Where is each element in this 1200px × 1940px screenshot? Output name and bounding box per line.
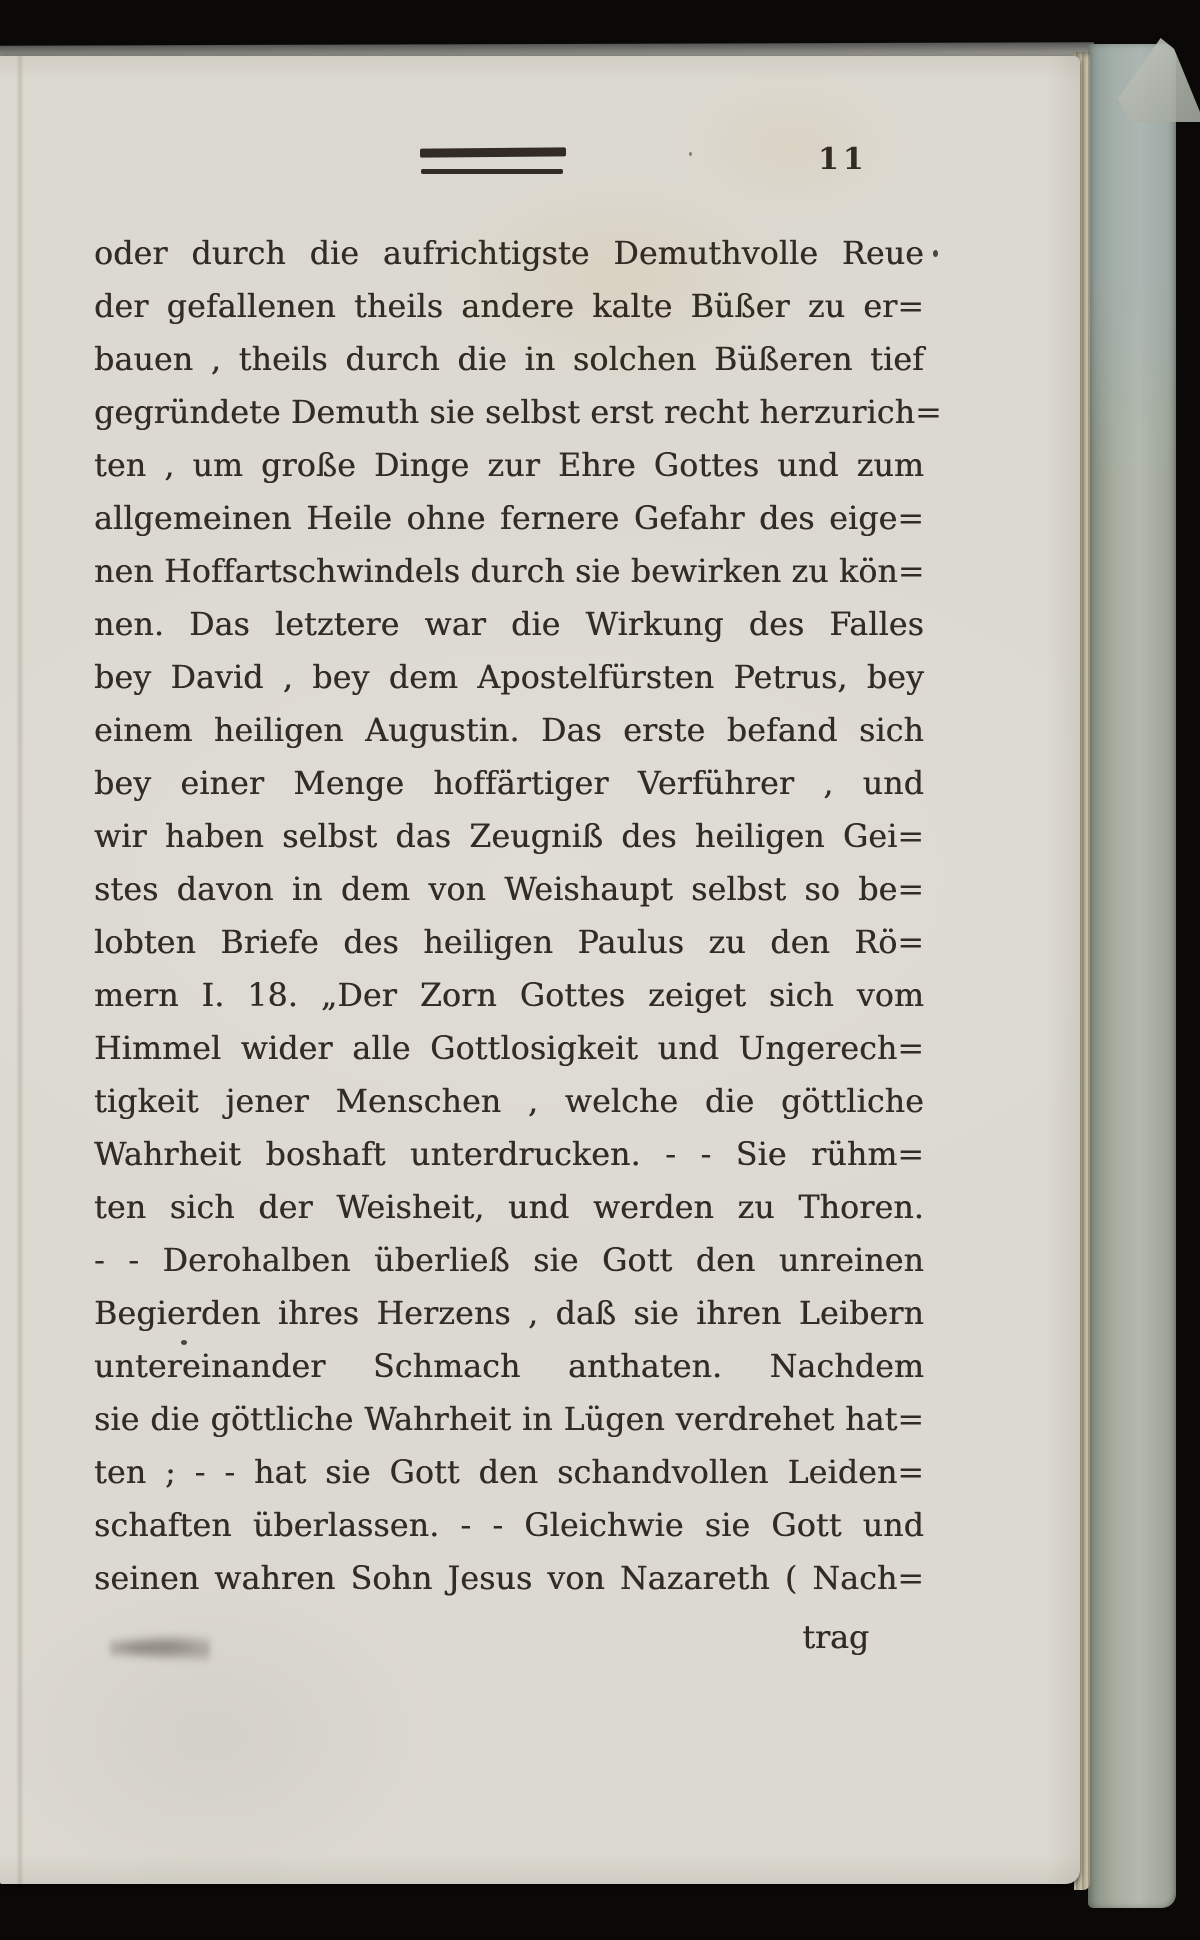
text-line: bauen , theils durch die in solchen Büßeren tief [94, 342, 924, 378]
text-line: lobten Briefe des heiligen Paulus zu den Rö= [94, 925, 924, 961]
header-rule-bottom [421, 169, 563, 174]
text-line: allgemeinen Heile ohne fernere Gefahr des eige= [94, 501, 924, 537]
text-line: - - Derohalben überließ sie Gott den unreinen [94, 1243, 924, 1279]
text-line: sie die göttliche Wahrheit in Lügen verdrehet hat= [94, 1402, 924, 1438]
ink-speck [181, 1340, 187, 1345]
text-line: untereinander Schmach anthaten. Nachdem [94, 1349, 924, 1385]
text-line: schaften überlassen. - - Gleichwie sie Gott und [94, 1508, 924, 1544]
text-line: oder durch die aufrichtigste Demuthvolle Reue [94, 236, 924, 272]
text-line: ten ; - - hat sie Gott den schandvollen Leiden= [94, 1455, 924, 1491]
text-line: Himmel wider alle Gottlosigkeit und Ungerech= [94, 1031, 924, 1067]
body-text [94, 228, 942, 1606]
catchword-row [94, 1606, 924, 1665]
text-line: nen Hoffartschwindels durch sie bewirken zu kön= [94, 554, 925, 590]
header-rule-top [420, 147, 566, 157]
text-line: ten , um große Dinge zur Ehre Gottes und zum [94, 448, 924, 484]
book-cover-edge [1088, 44, 1176, 1908]
text-line: seinen wahren Sohn Jesus von Nazareth ( Nach= [94, 1561, 924, 1597]
text-line: der gefallenen theils andere kalte Büßer zu er= [94, 289, 924, 325]
catchword: trag [802, 1620, 869, 1656]
text-line: wir haben selbst das Zeugniß des heiligen Gei= [94, 819, 924, 855]
text-line: Begierden ihres Herzens , daß sie ihren Leibern [94, 1296, 924, 1332]
text-line: tigkeit jener Menschen , welche die göttliche [94, 1084, 924, 1120]
ink-speck [933, 250, 938, 257]
ink-showthrough-smudge [110, 1634, 210, 1662]
page-number: 11 [818, 142, 868, 177]
text-line: gegründete Demuth sie selbst erst recht herzurich= [94, 395, 942, 431]
text-line: Wahrheit boshaft unterdrucken. - - Sie rühm= [94, 1137, 924, 1173]
ink-speck [689, 152, 692, 156]
text-line: mern I. 18. „Der Zorn Gottes zeiget sich vom [94, 978, 924, 1014]
paper-crease [16, 56, 24, 1884]
text-line: einem heiligen Augustin. Das erste befand sich [94, 713, 924, 749]
text-line: nen. Das letztere war die Wirkung des Falles [94, 607, 924, 643]
text-line: bey David , bey dem Apostelfürsten Petrus, bey [94, 660, 924, 696]
text-line: stes davon in dem von Weishaupt selbst so be= [94, 872, 924, 908]
text-line: ten sich der Weisheit, und werden zu Thoren. [94, 1190, 924, 1226]
book-page [0, 56, 1080, 1884]
text-line: bey einer Menge hoffärtiger Verführer , und [94, 766, 924, 802]
